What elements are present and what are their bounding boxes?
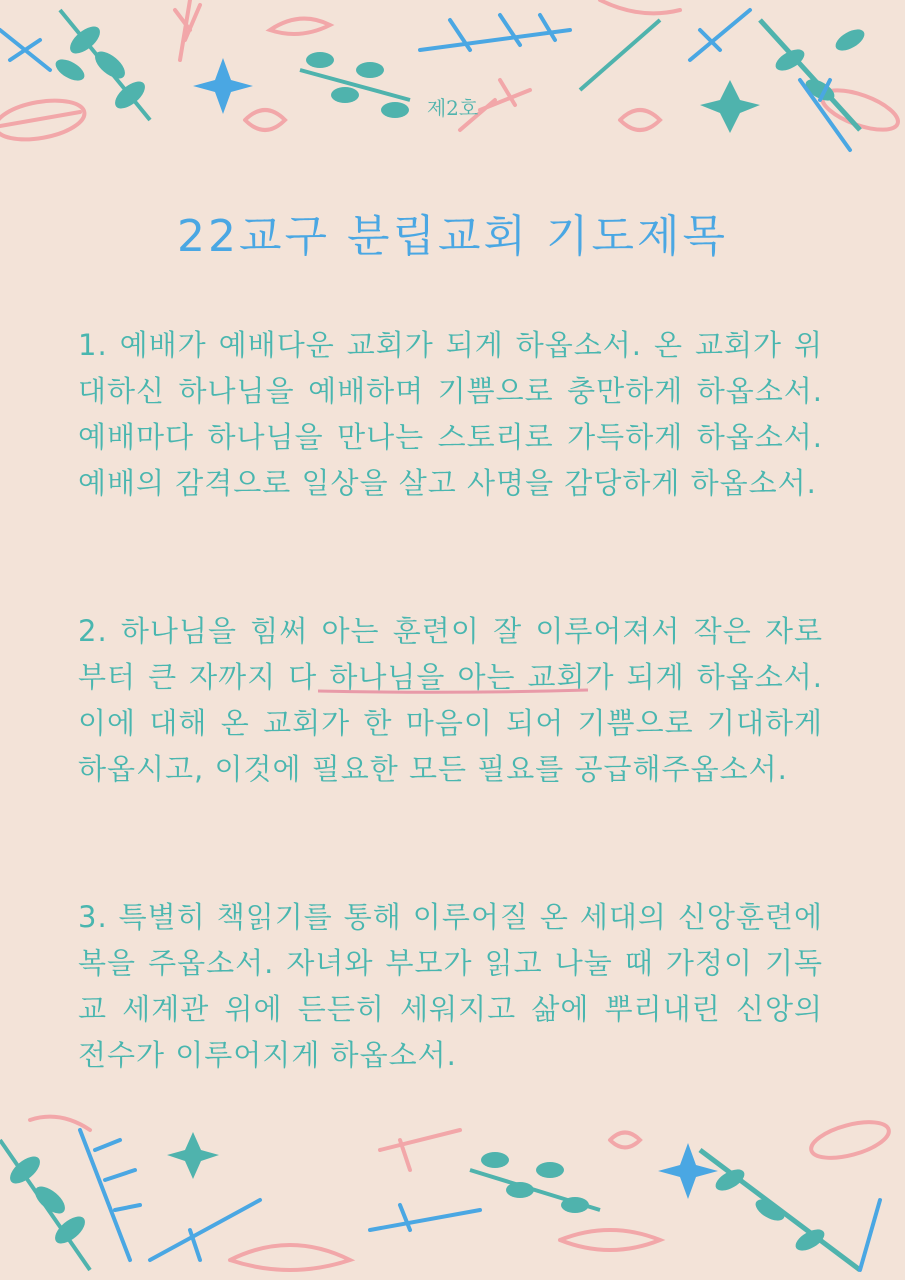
highlight-underline [318,688,588,694]
floral-border-bottom [0,1110,905,1280]
floral-border-top [0,0,905,160]
prayer-item-3: 3. 특별히 책읽기를 통해 이루어질 온 세대의 신앙훈련에 복을 주옵소서. 자녀와 부모가 읽고 나눌 때 가정이 기독교 세계관 위에 든든히 세워지고 삶에 뿌리내린 신앙의 전수가 이루어지게 하옵소서. [78,900,823,1072]
issue-number: 제2호 [426,96,479,120]
page-title: 22교구 분립교회 기도제목 [177,211,728,262]
prayer-item-1: 1. 예배가 예배다운 교회가 되게 하옵소서. 온 교회가 위대하신 하나님을 예배하며 기쁨으로 충만하게 하옵소서. 예배마다 하나님을 만나는 스토리로 가득하게 하옵소서. 예배의 감격으로 일상을 살고 사명을 감당하게 하옵소서. [78,328,823,500]
prayer-item-2: 2. 하나님을 힘써 아는 훈련이 잘 이루어져서 작은 자로부터 큰 자까지 다 하나님을 아는 교회가 되게 하옵소서. 이에 대해 온 교회가 한 마음이 되어 기쁨으로 기대하게 하옵시고, 이것에 필요한 모든 필요를 공급해주옵소서. [78,614,823,786]
